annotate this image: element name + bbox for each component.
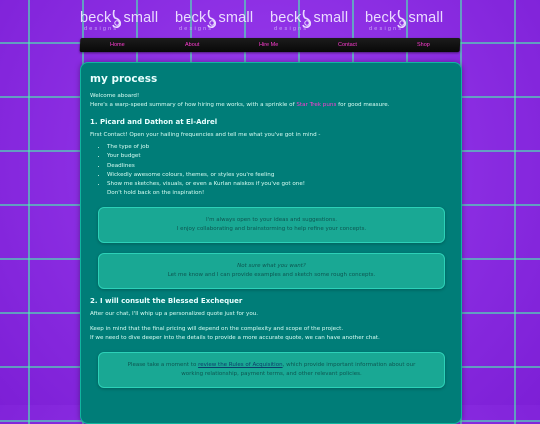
list-item: • Your budget xyxy=(107,152,453,161)
star-trek-puns-highlight: Star Trek puns xyxy=(296,102,337,108)
nav-shop[interactable]: Shop xyxy=(417,42,430,48)
logo-subtitle: designs xyxy=(179,26,214,32)
logo-word-beck: beck xyxy=(365,10,397,26)
section-1-text: First Contact! Open your hailing frequencies and tell me what you've got in mind - xyxy=(90,132,321,138)
inspiration-text: Don't hold back on the inspiration! xyxy=(107,190,205,197)
callout-ideas xyxy=(98,207,445,243)
logo-word-beck: beck xyxy=(80,10,112,26)
main-navigation xyxy=(80,38,461,52)
callout-unsure-line1: Not sure what you want? xyxy=(237,263,306,270)
site-logo-banner[interactable] xyxy=(80,10,460,36)
logo-unit xyxy=(365,10,460,36)
section-2-text-3: If we need to dive deeper into the details to provide a more accurate quote, we can have another chat. xyxy=(90,335,380,342)
logo-word-small: small xyxy=(313,10,349,26)
nav-contact[interactable]: Contact xyxy=(338,42,358,48)
logo-word-small: small xyxy=(218,10,254,26)
callout-rules xyxy=(98,352,445,388)
callout-rules-line1: Please take a moment to review the Rules of Acquisition, which provide important information about our xyxy=(127,362,416,369)
nav-about[interactable]: About xyxy=(184,42,199,48)
section-1-heading: 1. Picard and Dathon at El-Adrel xyxy=(90,118,218,126)
section-2-text-1: After our chat, I'll whip up a personalized quote just for you. xyxy=(90,311,259,318)
list-item: • Deadlines xyxy=(107,162,453,171)
list-item: • Wickedly awesome colours, themes, or styles you're feeling xyxy=(107,171,453,180)
list-item: • The type of job xyxy=(107,143,453,152)
intro-summary: Here's a warp-speed summary of how hiring me works, with a sprinkle of Star Trek puns for good measure. xyxy=(90,102,390,108)
logo-subtitle: designs xyxy=(84,26,119,32)
list-item: • Show me sketches, visuals, or even a Kurlan naiskos if you've got one! xyxy=(107,180,453,189)
callout-rules-line2: working relationship, payment terms, and other relevant policies. xyxy=(181,371,362,378)
page-title: my process xyxy=(90,73,158,85)
logo-unit xyxy=(80,10,175,36)
logo-subtitle: designs xyxy=(369,26,404,32)
requirements-list xyxy=(90,143,453,189)
nav-home[interactable]: Home xyxy=(109,42,125,48)
logo-word-small: small xyxy=(408,10,444,26)
logo-subtitle: designs xyxy=(274,26,309,32)
section-2-heading: 2. I will consult the Blessed Exchequer xyxy=(90,297,243,306)
callout-unsure-line2: Let me know and I can provide examples and sketch some rough concepts. xyxy=(167,272,376,279)
logo-unit xyxy=(175,10,270,36)
rules-of-acquisition-link[interactable]: review the Rules of Acquisition xyxy=(198,362,283,369)
nav-hire-me[interactable]: Hire Me xyxy=(258,42,279,48)
section-2-text-2: Keep in mind that the final pricing will depend on the complexity and scope of the project. xyxy=(90,326,344,333)
logo-unit xyxy=(270,10,365,36)
logo-word-beck: beck xyxy=(270,10,302,26)
callout-ideas-line2: I enjoy collaborating and brainstorming to help refine your concepts. xyxy=(176,226,367,233)
intro-greeting: Welcome aboard! xyxy=(90,93,140,99)
content-card xyxy=(80,62,462,424)
callout-ideas-line1: I'm always open to your ideas and suggestions. xyxy=(206,217,337,224)
callout-unsure xyxy=(98,253,445,289)
logo-word-beck: beck xyxy=(175,10,207,26)
logo-word-small: small xyxy=(123,10,159,26)
